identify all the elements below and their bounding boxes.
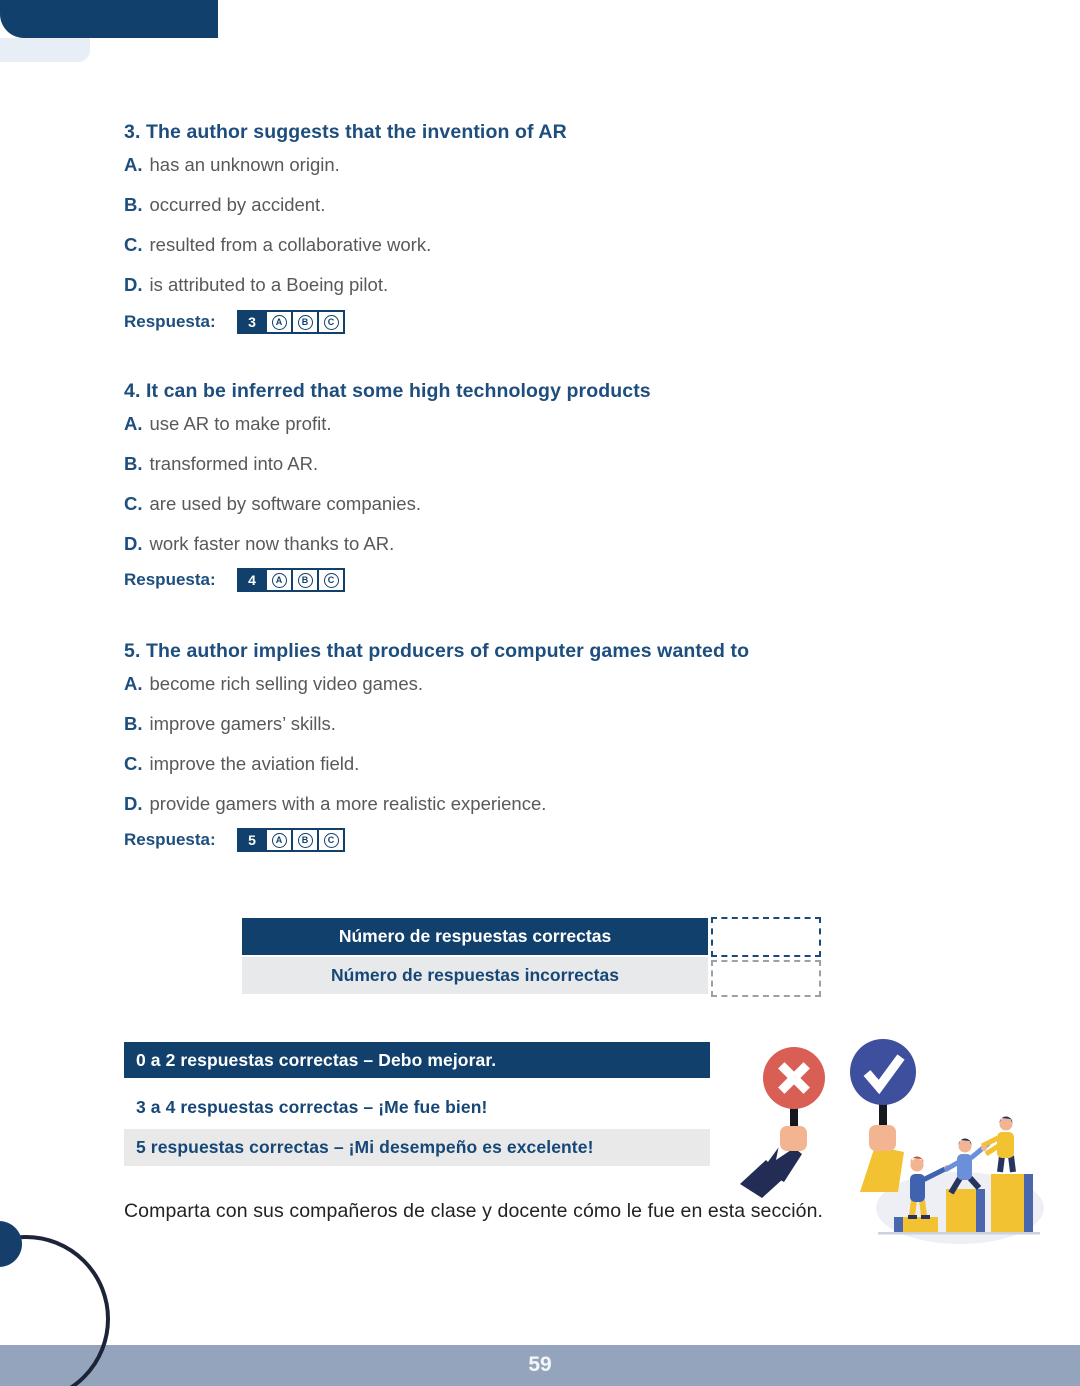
question-5-title: 5. The author implies that producers of computer games wanted to xyxy=(124,640,750,662)
option-text: improve gamers’ skills. xyxy=(149,713,336,734)
question-5-option-b xyxy=(124,713,884,735)
choice-a-circle[interactable]: A xyxy=(272,833,287,848)
choice-c-circle[interactable]: C xyxy=(324,833,339,848)
choice-c-circle[interactable]: C xyxy=(324,573,339,588)
question-4-choice-a[interactable] xyxy=(265,570,291,590)
question-5-choice-a[interactable] xyxy=(265,830,291,850)
question-5-option-a xyxy=(124,673,884,695)
share-note: Comparta con sus compañeros de clase y docente cómo le fue en esta sección. xyxy=(124,1200,824,1222)
option-text: use AR to make profit. xyxy=(149,413,332,434)
option-text: work faster now thanks to AR. xyxy=(149,533,395,554)
check-mark-icon xyxy=(850,1039,916,1192)
question-3-answer-row xyxy=(124,310,345,334)
choice-a-circle[interactable]: A xyxy=(272,315,287,330)
option-text: become rich selling video games. xyxy=(149,673,424,694)
top-corner-light-decor xyxy=(0,38,90,62)
option-letter: A. xyxy=(124,673,143,694)
choice-b-circle[interactable]: B xyxy=(298,833,313,848)
option-text: is attributed to a Boeing pilot. xyxy=(149,274,389,295)
question-5-answer-row xyxy=(124,828,345,852)
option-letter: B. xyxy=(124,713,143,734)
question-4 xyxy=(124,380,884,573)
choice-c-circle[interactable]: C xyxy=(324,315,339,330)
option-letter: C. xyxy=(124,753,143,774)
option-letter: B. xyxy=(124,453,143,474)
results-table-row-incorrect: Número de respuestas incorrectas xyxy=(242,957,708,994)
question-5 xyxy=(124,640,884,833)
page-number: 59 xyxy=(528,1353,552,1376)
option-text: improve the aviation field. xyxy=(149,753,360,774)
results-table xyxy=(242,918,708,996)
choice-a-circle[interactable]: A xyxy=(272,573,287,588)
question-3-choice-c[interactable] xyxy=(317,312,343,332)
top-corner-navy-decor xyxy=(0,0,218,38)
option-text: provide gamers with a more realistic experience. xyxy=(149,793,547,814)
question-3-choice-b[interactable] xyxy=(291,312,317,332)
question-3 xyxy=(124,121,884,314)
option-text: has an unknown origin. xyxy=(149,154,340,175)
option-letter: D. xyxy=(124,533,143,554)
option-letter: D. xyxy=(124,274,143,295)
option-text: resulted from a collaborative work. xyxy=(149,234,432,255)
question-4-option-b xyxy=(124,453,884,475)
question-3-option-d xyxy=(124,274,884,296)
incorrect-answers-input-box[interactable] xyxy=(711,960,821,997)
respuesta-label: Respuesta: xyxy=(124,570,216,589)
question-5-answer-box xyxy=(237,828,345,852)
score-band-3-4: 3 a 4 respuestas correctas – ¡Me fue bien! xyxy=(136,1096,488,1117)
question-5-choice-b[interactable] xyxy=(291,830,317,850)
question-4-choice-b[interactable] xyxy=(291,570,317,590)
question-3-choice-a[interactable] xyxy=(265,312,291,332)
option-text: are used by software companies. xyxy=(149,493,421,514)
question-5-choice-c[interactable] xyxy=(317,830,343,850)
question-5-option-d xyxy=(124,793,884,815)
choice-b-circle[interactable]: B xyxy=(298,315,313,330)
x-mark-icon xyxy=(740,1047,825,1198)
option-letter: D. xyxy=(124,793,143,814)
answer-box-number: 4 xyxy=(239,570,265,590)
question-4-answer-box xyxy=(237,568,345,592)
answer-box-number: 5 xyxy=(239,830,265,850)
question-3-title: 3. The author suggests that the invention of AR xyxy=(124,121,567,143)
option-letter: B. xyxy=(124,194,143,215)
option-text: occurred by accident. xyxy=(149,194,326,215)
question-4-choice-c[interactable] xyxy=(317,570,343,590)
option-letter: C. xyxy=(124,234,143,255)
answer-box-number: 3 xyxy=(239,312,265,332)
option-letter: A. xyxy=(124,413,143,434)
question-4-title: 4. It can be inferred that some high technology products xyxy=(124,380,651,402)
correct-answers-input-box[interactable] xyxy=(711,917,821,957)
option-letter: A. xyxy=(124,154,143,175)
question-4-answer-row xyxy=(124,568,345,592)
respuesta-label: Respuesta: xyxy=(124,830,216,849)
teamwork-illustration xyxy=(876,1117,1044,1245)
question-5-option-c xyxy=(124,753,884,775)
score-band-5: 5 respuestas correctas – ¡Mi desempeño es excelente! xyxy=(124,1129,710,1166)
question-4-option-c xyxy=(124,493,884,515)
footer-bar xyxy=(0,1345,1080,1386)
question-4-option-d xyxy=(124,533,884,555)
option-text: transformed into AR. xyxy=(149,453,319,474)
question-3-option-a xyxy=(124,154,884,176)
question-3-answer-box xyxy=(237,310,345,334)
option-letter: C. xyxy=(124,493,143,514)
respuesta-label: Respuesta: xyxy=(124,312,216,331)
results-table-row-correct: Número de respuestas correctas xyxy=(242,918,708,955)
choice-b-circle[interactable]: B xyxy=(298,573,313,588)
score-band-0-2: 0 a 2 respuestas correctas – Debo mejorar. xyxy=(124,1042,710,1078)
question-3-option-b xyxy=(124,194,884,216)
question-4-option-a xyxy=(124,413,884,435)
question-3-option-c xyxy=(124,234,884,256)
